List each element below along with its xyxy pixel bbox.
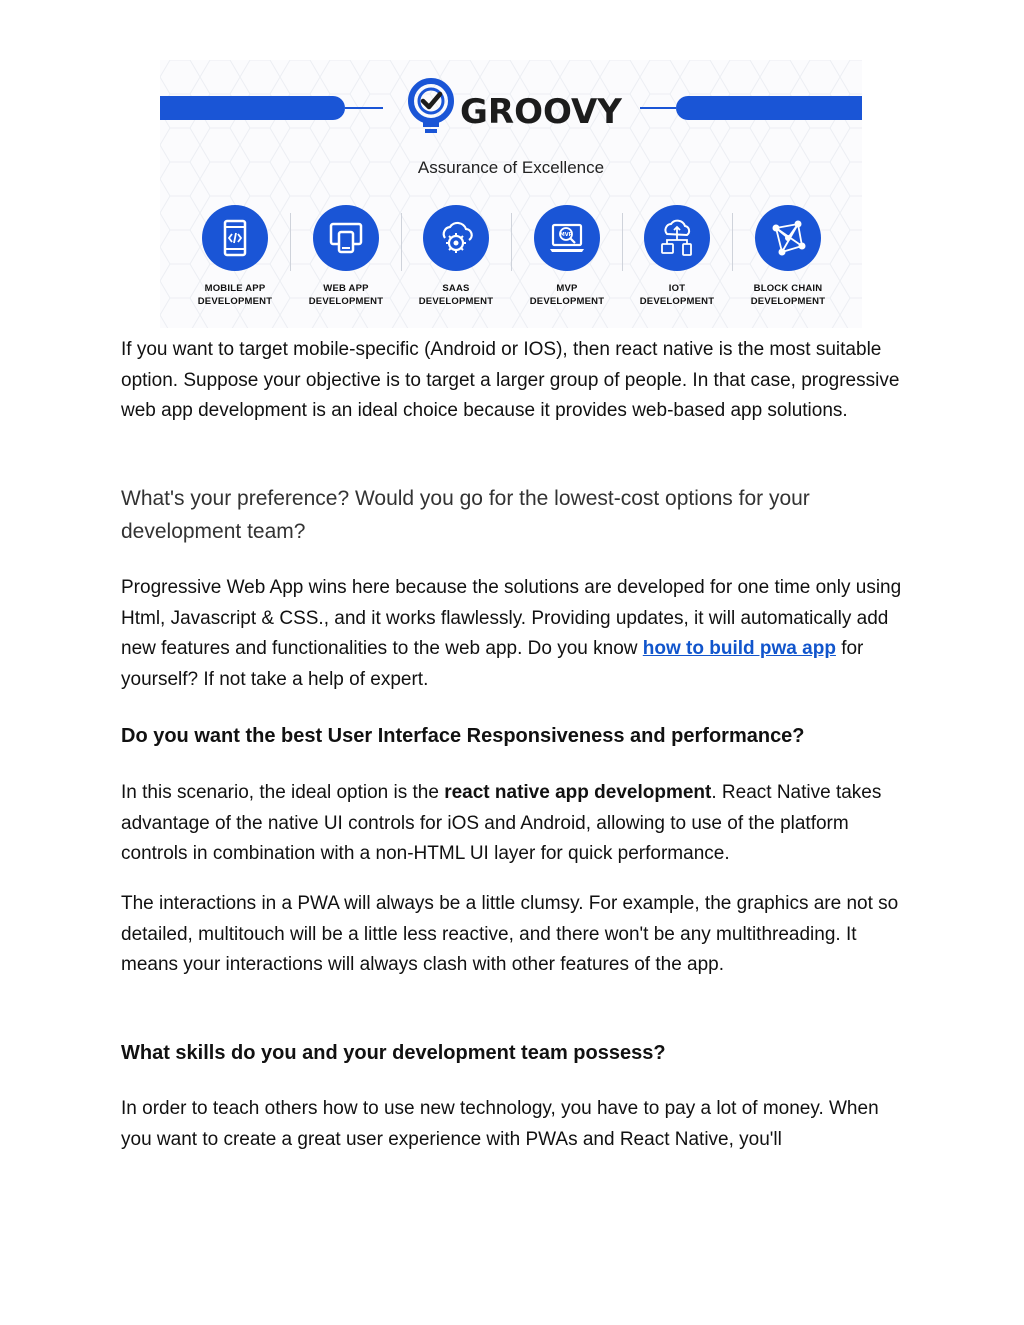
rn-text-after: . React Native takes advantage of the native UI controls for iOS and Android, allowing to use of the platform controls in combination with a non-HTML UI layer for quick performance. (121, 782, 882, 864)
svg-text:MVP: MVP (559, 232, 573, 238)
left-accent-line (345, 107, 383, 109)
heading-ui-responsiveness: Do you want the best User Interface Responsiveness and performance? (121, 725, 805, 747)
heading-team-skills: What skills do you and your development team possess? (121, 1042, 666, 1064)
service-label-line2: DEVELOPMENT (308, 296, 384, 307)
services-row (160, 205, 862, 315)
right-accent-line (640, 107, 676, 109)
service-label-line1: MOBILE APP (204, 283, 266, 294)
service-label-line2: DEVELOPMENT (639, 296, 715, 307)
service-label-line2: DEVELOPMENT (750, 296, 826, 307)
blockchain-network-icon (768, 218, 808, 258)
service-label-line1: BLOCK CHAIN (753, 283, 823, 294)
pwa-text-after: for yourself? If not take a help of expert. (121, 638, 864, 690)
pwa-text-before: Progressive Web App wins here because the solutions are developed for one time only using Html, Javascript & CSS., and it works flawlessly. Providing updates, it will automatically add new features and functionalities to the web app. Do you know (121, 577, 902, 659)
groovy-logo (408, 78, 622, 144)
service-block-chain (733, 205, 843, 308)
web-devices-icon (326, 218, 366, 258)
cloud-gear-icon (436, 218, 476, 258)
service-label-line2: DEVELOPMENT (197, 296, 273, 307)
paragraph-react-native (121, 778, 911, 870)
service-label-line1: SAAS (442, 283, 470, 294)
service-web-app (291, 205, 401, 308)
tagline: Assurance of Excellence (417, 158, 605, 177)
left-accent-bar (160, 96, 345, 120)
service-label-line2: DEVELOPMENT (418, 296, 494, 307)
service-mvp (512, 205, 622, 308)
service-label-line1: MVP (556, 283, 578, 294)
iot-cloud-icon (657, 218, 697, 258)
service-label-line2: DEVELOPMENT (529, 296, 605, 307)
right-accent-bar (676, 96, 862, 120)
service-iot (622, 205, 732, 308)
service-saas (401, 205, 511, 308)
lightbulb-check-icon (408, 78, 454, 142)
paragraph-pwa-wins (121, 573, 911, 695)
heading-cost-preference: What's your preference? Would you go for the lowest-cost options for your development team? (121, 487, 810, 543)
logo-wordmark: GROOVY (460, 92, 622, 132)
paragraph-teaching-cost: In order to teach others how to use new technology, you have to pay a lot of money. When you want to create a great user experience with PWAs and React Native, you'll (121, 1098, 879, 1150)
service-mobile-app (180, 205, 290, 308)
service-label-line1: IOT (668, 283, 686, 294)
service-label-line1: WEB APP (323, 283, 369, 294)
paragraph-platform-choice: If you want to target mobile-specific (Android or IOS), then react native is the most suitable option. Suppose your objective is to target a larger group of people. In that case, progressive web app development is an ideal choice because it provides web-based app solutions. (121, 339, 900, 421)
paragraph-pwa-interactions: The interactions in a PWA will always be a little clumsy. For example, the graphics are not so detailed, multitouch will be a little less reactive, and there won't be any multithreading. It means your interactions will always clash with other features of the app. (121, 893, 899, 975)
rn-bold-text: react native app development (444, 782, 712, 803)
rn-text-before: In this scenario, the ideal option is the (121, 782, 445, 803)
mobile-code-icon (215, 218, 255, 258)
how-to-build-pwa-link[interactable]: how to build pwa app (642, 638, 836, 659)
groovy-banner (160, 60, 862, 328)
mvp-laptop-icon (547, 218, 587, 258)
